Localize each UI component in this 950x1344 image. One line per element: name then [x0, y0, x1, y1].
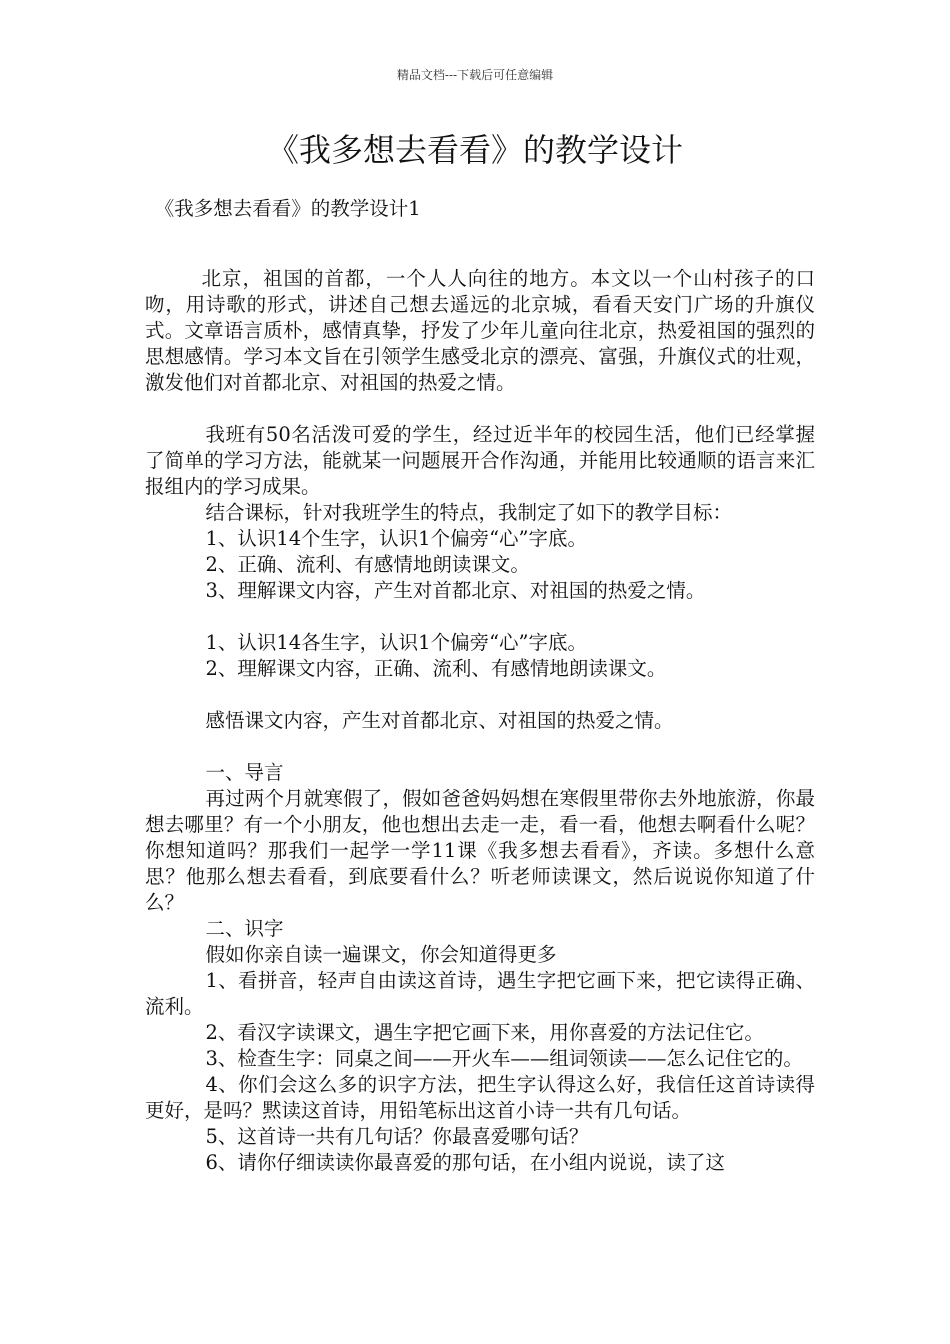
- document-body: [145, 196, 815, 1176]
- goal-item: 2、正确、流利、有感情地朗读课文。: [205, 553, 530, 576]
- step-item: 3、检查生字：同桌之间——开火车——组词领读——怎么记住它的。: [205, 1047, 803, 1070]
- difficulty-item: 感悟课文内容，产生对首都北京、对祖国的热爱之情。: [205, 709, 674, 732]
- step-item: 4、你们会这么多的识字方法，把生字认得这么好，我信任这首诗读得更好，是吗？黙读这首诗，用铅笔标出这首小诗一共有几句话。: [145, 1073, 815, 1122]
- paragraph-goals-intro: 结合课标，针对我班学生的特点，我制定了如下的教学目标：: [205, 501, 732, 524]
- page-header: 精品文档---下载后可任意编辑: [396, 68, 554, 82]
- document-subtitle: 《我多想去看看》的教学设计1: [154, 197, 421, 220]
- key-point-item: 2、理解课文内容，正确、流利、有感情地朗读课文。: [205, 657, 667, 680]
- goal-item: 1、认识14个生字，认识1个偏旁“心”字底。: [205, 527, 588, 550]
- spacer: [145, 734, 815, 760]
- spacer: [145, 682, 815, 708]
- step-item: 2、看汉字读课文，遇生字把它画下来，用你喜爱的方法记住它。: [205, 1021, 764, 1044]
- step-item: 1、看拼音，轻声自由读这首诗，遇生字把它画下来，把它读得正确、流利。: [145, 969, 815, 1018]
- paragraph-lead-in: 再过两个月就寒假了，假如爸爸妈妈想在寒假里带你去外地旅游，你最想去哪里？有一个小朋友，他也想出去走一走，看一看，他想去啊看什么呢？你想知道吗？那我们一起学一学11课《我多想去看看》，齐读。多想什么意思？他那么想去看看，到底要看什么？听老师读课文，然后说说你知道了什么？: [145, 787, 815, 914]
- document-title: 《我多想去看看》的教学设计: [266, 131, 683, 169]
- step-item: 5、这首诗一共有几句话？你最喜爱哪句话？: [205, 1125, 589, 1148]
- key-point-item: 1、认识14各生字，认识1个偏旁“心”字底。: [205, 631, 588, 654]
- spacer: [145, 396, 815, 422]
- paragraph-intro: 北京，祖国的首都，一个人人向往的地方。本文以一个山村孩子的口吻，用诗歌的形式，讲述自己想去遥远的北京城，看看天安门广场的升旗仪式。文章语言质朴，感情真挚，抒发了少年儿童向往北京，热爱祖国的强烈的思想感情。学习本文旨在引领学生感受北京的漂亮、富强，升旗仪式的壮观，激发他们对首都北京、对祖国的热爱之情。: [145, 267, 815, 394]
- goal-item: 3、理解课文内容，产生对首都北京、对祖国的热爱之情。: [205, 579, 706, 602]
- step-item: 6、请你仔细读读你最喜爱的那句话，在小组内说说，读了这: [205, 1151, 725, 1174]
- paragraph-students: 我班有50名活泼可爱的学生，经过近半年的校园生活，他们已经掌握了简单的学习方法，能就某一问题展开合作沟通，并能用比较通顺的语言来汇报组内的学习成果。: [145, 423, 815, 498]
- paragraph-read-text: 假如你亲自读一遍课文，你会知道得更多: [205, 943, 557, 966]
- spacer: [145, 240, 815, 266]
- spacer: [145, 604, 815, 630]
- section-heading-intro: 一、导言: [205, 761, 284, 784]
- section-heading-literacy: 二、识字: [205, 917, 284, 940]
